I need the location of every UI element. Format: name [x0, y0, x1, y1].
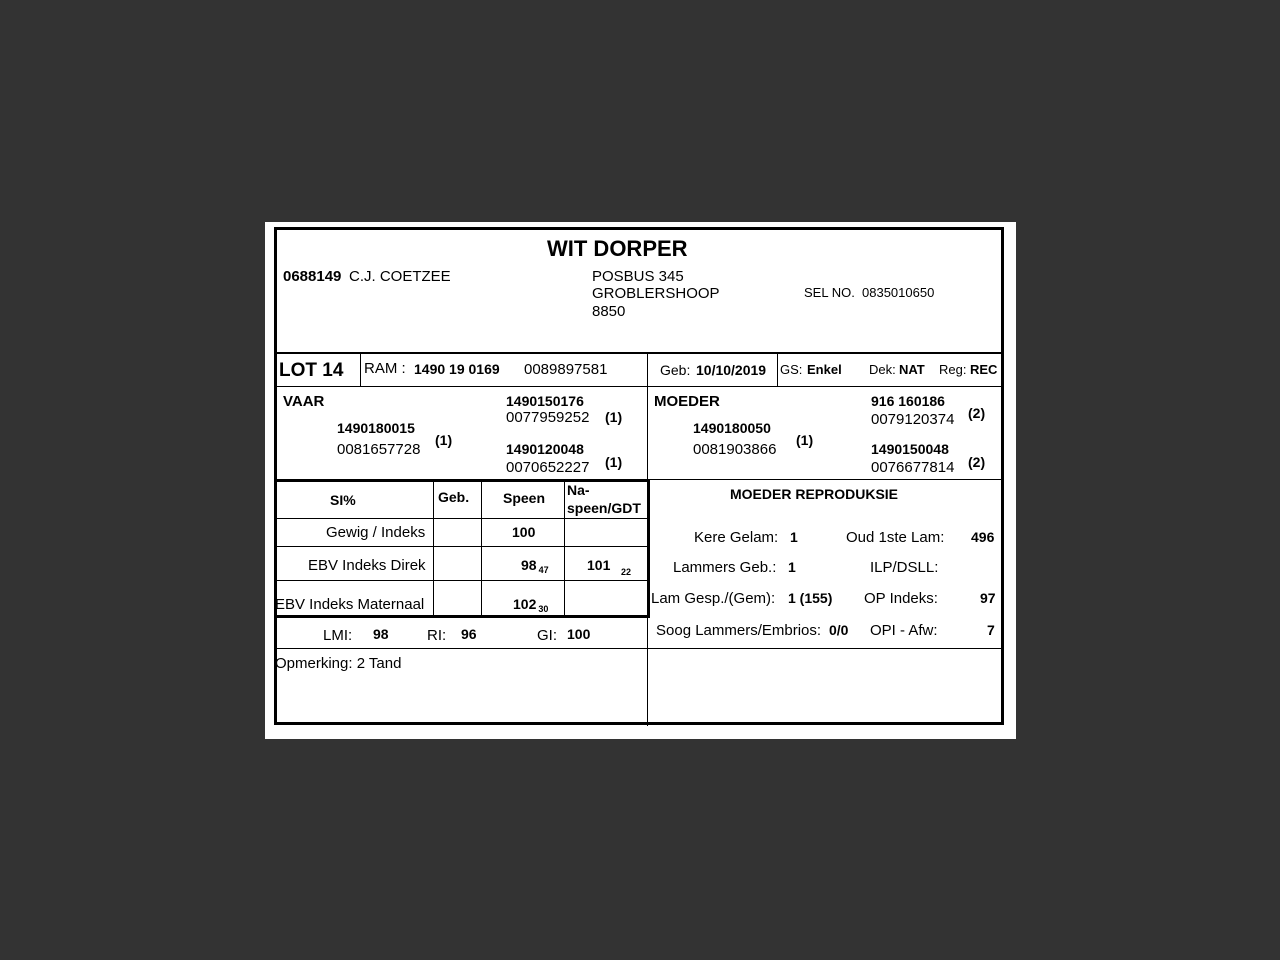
sire-dam-number: 0070652227 [506, 459, 590, 476]
divider [777, 354, 778, 386]
divider [277, 352, 1001, 354]
ram-id: 1490 19 0169 [414, 361, 500, 377]
owner-code: 0688149 [283, 268, 342, 285]
opi-afw-value: 7 [987, 622, 995, 638]
divider [277, 546, 647, 547]
dam-sire-number: 0079120374 [871, 411, 955, 428]
repro-title: MOEDER REPRODUKSIE [730, 486, 899, 502]
direk-speen-accuracy: 47 [538, 565, 549, 575]
sire-sire-grade: (1) [605, 409, 623, 425]
dam-sire-id: 916 160186 [871, 393, 945, 409]
sel-label: SEL NO. [804, 285, 855, 300]
address-line3: 8850 [592, 303, 626, 320]
dam-dam-id: 1490150048 [871, 441, 949, 457]
reg-value: REC [970, 362, 998, 377]
divider [277, 518, 647, 519]
dam-grade: (1) [796, 432, 814, 448]
lammers-geb-label: Lammers Geb.: [673, 559, 777, 576]
naspeen-header-line1: Na- [567, 482, 590, 498]
ilp-dsll-label: ILP/DSLL: [870, 559, 939, 576]
gs-label: GS: [780, 362, 803, 377]
divider [277, 479, 649, 482]
direk-row-label: EBV Indeks Direk [308, 557, 426, 574]
lmi-label: LMI: [323, 627, 353, 644]
oud-1ste-lam-label: Oud 1ste Lam: [846, 529, 945, 546]
gewig-speen-value: 100 [512, 524, 536, 540]
lammers-geb-value: 1 [788, 559, 796, 575]
soog-lammers-value: 0/0 [829, 622, 849, 638]
op-indeks-label: OP Indeks: [864, 590, 938, 607]
soog-lammers-label: Soog Lammers/Embrios: [656, 622, 822, 639]
dam-sire-grade: (2) [968, 405, 986, 421]
reg-label: Reg: [939, 362, 967, 377]
oud-1ste-lam-value: 496 [971, 529, 995, 545]
sire-grade: (1) [435, 432, 453, 448]
dek-value: NAT [899, 362, 925, 377]
speen-header: Speen [503, 490, 546, 506]
dam-label: MOEDER [654, 393, 720, 410]
naspeen-header-line2: speen/GDT [567, 500, 641, 516]
lot-number: LOT 14 [279, 360, 344, 381]
kere-gelam-label: Kere Gelam: [694, 529, 779, 546]
ri-label: RI: [427, 627, 447, 644]
direk-naspeen-value: 101 [587, 557, 611, 573]
sire-sire-number: 0077959252 [506, 409, 590, 426]
sire-label: VAAR [283, 393, 325, 410]
divider [277, 615, 649, 618]
card-title: WIT DORPER [547, 236, 688, 261]
dam-id: 1490180050 [693, 420, 771, 436]
divider [277, 386, 1001, 387]
direk-speen-value [521, 557, 549, 579]
sire-id: 1490180015 [337, 420, 415, 436]
gewig-row-label: Gewig / Indeks [326, 524, 426, 541]
ram-reg-number: 0089897581 [524, 361, 608, 378]
sire-sire-id: 1490150176 [506, 393, 584, 409]
direk-speen-number: 98 [521, 557, 537, 573]
divider [481, 482, 482, 615]
dam-dam-number: 0076677814 [871, 459, 955, 476]
sel-number: 0835010650 [862, 285, 935, 300]
sire-dam-grade: (1) [605, 454, 623, 470]
divider [277, 580, 647, 581]
gi-label: GI: [537, 627, 558, 644]
maternaal-speen-value [513, 596, 548, 618]
lot-card [274, 227, 1004, 725]
divider [433, 482, 434, 615]
geb-header: Geb. [438, 489, 470, 505]
divider [277, 648, 1001, 649]
lam-gesp-label: Lam Gesp./(Gem): [651, 590, 776, 607]
dam-dam-grade: (2) [968, 454, 986, 470]
op-indeks-value: 97 [980, 590, 996, 606]
maternaal-speen-accuracy: 30 [538, 604, 549, 614]
sire-number: 0081657728 [337, 441, 421, 458]
kere-gelam-value: 1 [790, 529, 798, 545]
geb-label: Geb: [660, 362, 691, 378]
si-header: SI% [330, 492, 356, 508]
maternaal-speen-number: 102 [513, 596, 537, 612]
document-page [265, 222, 1016, 739]
gi-value: 100 [567, 626, 591, 642]
address-line2: GROBLERSHOOP [592, 285, 720, 302]
opi-afw-label: OPI - Afw: [870, 622, 938, 639]
lam-gesp-value: 1 (155) [788, 590, 833, 606]
maternaal-row-label: EBV Indeks Maternaal [275, 596, 425, 613]
divider [647, 479, 650, 618]
direk-naspeen-accuracy: 22 [621, 567, 632, 577]
divider [564, 482, 565, 615]
dam-number: 0081903866 [693, 441, 777, 458]
lmi-value: 98 [373, 626, 389, 642]
remark: Opmerking: 2 Tand [275, 655, 402, 672]
address-line1: POSBUS 345 [592, 268, 684, 285]
owner-name: C.J. COETZEE [349, 268, 451, 285]
ram-label: RAM : [364, 360, 406, 377]
gs-value: Enkel [807, 362, 842, 377]
ri-value: 96 [461, 626, 477, 642]
geb-date: 10/10/2019 [696, 362, 767, 378]
dek-label: Dek: [869, 362, 896, 377]
sire-dam-id: 1490120048 [506, 441, 584, 457]
divider [360, 354, 361, 386]
